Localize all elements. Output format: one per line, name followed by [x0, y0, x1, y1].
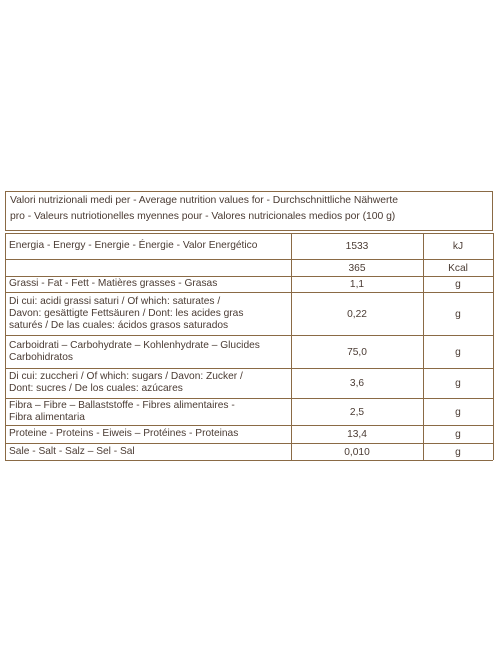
- nutrient-value: 1533: [345, 241, 369, 252]
- nutrient-unit: Kcal: [448, 263, 468, 274]
- column-divider: [5, 233, 6, 460]
- nutrient-name-line: Fibra alimentaria: [9, 412, 85, 423]
- row-divider: [5, 398, 493, 399]
- nutrient-name-line: Energia - Energy - Energie - Énergie - Valor Energético: [9, 240, 258, 251]
- nutrient-name-line: Di cui: zuccheri / Of which: sugars / Davon: Zucker /: [9, 371, 243, 382]
- nutrient-name-line: Fibra – Fibre – Ballaststoffe - Fibres alimentaires -: [9, 400, 235, 411]
- nutrient-value: 0,010: [344, 447, 370, 458]
- row-divider: [5, 425, 493, 426]
- nutrient-name-line: Carboidrati – Carbohydrate – Kohlenhydrate – Glucides: [9, 340, 260, 351]
- header-line-1: Valori nutrizionali medi per - Average nutrition values for - Durchschnittliche Nähwerte: [10, 195, 398, 206]
- nutrient-value: 75,0: [347, 347, 367, 358]
- nutrient-name: [9, 371, 243, 395]
- nutrient-value: 365: [348, 263, 366, 274]
- nutrient-name: [9, 340, 260, 364]
- nutrient-value: 0,22: [347, 309, 367, 320]
- nutrient-unit: g: [455, 429, 461, 440]
- header-line-2: pro - Valeurs nutriotionelles myennes pour - Valores nutricionales medios por (100 g): [10, 211, 396, 222]
- row-divider: [5, 460, 493, 461]
- nutrient-name-line: Dont: sucres / De los cuales: azúcares: [9, 383, 183, 394]
- row-divider: [5, 276, 493, 277]
- nutrient-name-line: Grassi - Fat - Fett - Matières grasses - Grasas: [9, 278, 218, 289]
- nutrient-value: 2,5: [349, 407, 365, 418]
- nutrient-unit: kJ: [452, 241, 464, 252]
- nutrient-unit: g: [455, 447, 461, 458]
- nutrient-value: 13,4: [347, 429, 367, 440]
- nutrient-unit: g: [455, 279, 461, 290]
- row-divider: [5, 292, 493, 293]
- nutrient-unit: g: [455, 309, 461, 320]
- nutrient-name: [9, 400, 235, 424]
- nutrient-name: [9, 240, 257, 252]
- row-divider: [5, 335, 493, 336]
- nutrient-name-line: Proteine - Proteins - Eiweis – Protéines - Proteinas: [9, 428, 239, 439]
- row-divider: [5, 233, 493, 234]
- nutrient-unit: g: [455, 407, 461, 418]
- nutrient-value: 3,6: [349, 378, 365, 389]
- nutrient-unit: g: [455, 378, 461, 389]
- nutrient-value: 1,1: [349, 279, 365, 290]
- nutrient-name-line: saturés / De las cuales: ácidos grasos saturados: [9, 320, 229, 331]
- nutrient-name: [9, 296, 243, 332]
- row-divider: [5, 443, 493, 444]
- nutrient-name-line: Di cui: acidi grassi saturi / Of which: saturates /: [9, 296, 221, 307]
- nutrient-name: [9, 278, 217, 290]
- nutrient-unit: g: [455, 347, 461, 358]
- nutrient-name: [9, 428, 238, 440]
- nutrient-name-line: Davon: gesättigte Fettsäuren / Dont: les acides gras: [9, 308, 244, 319]
- row-divider: [5, 259, 493, 260]
- nutrient-name: [9, 446, 135, 458]
- nutrient-name-line: Sale - Salt - Salz – Sel - Sal: [9, 446, 135, 457]
- row-divider: [5, 368, 493, 369]
- nutrient-name-line: Carbohidratos: [9, 352, 73, 363]
- column-divider: [493, 233, 494, 460]
